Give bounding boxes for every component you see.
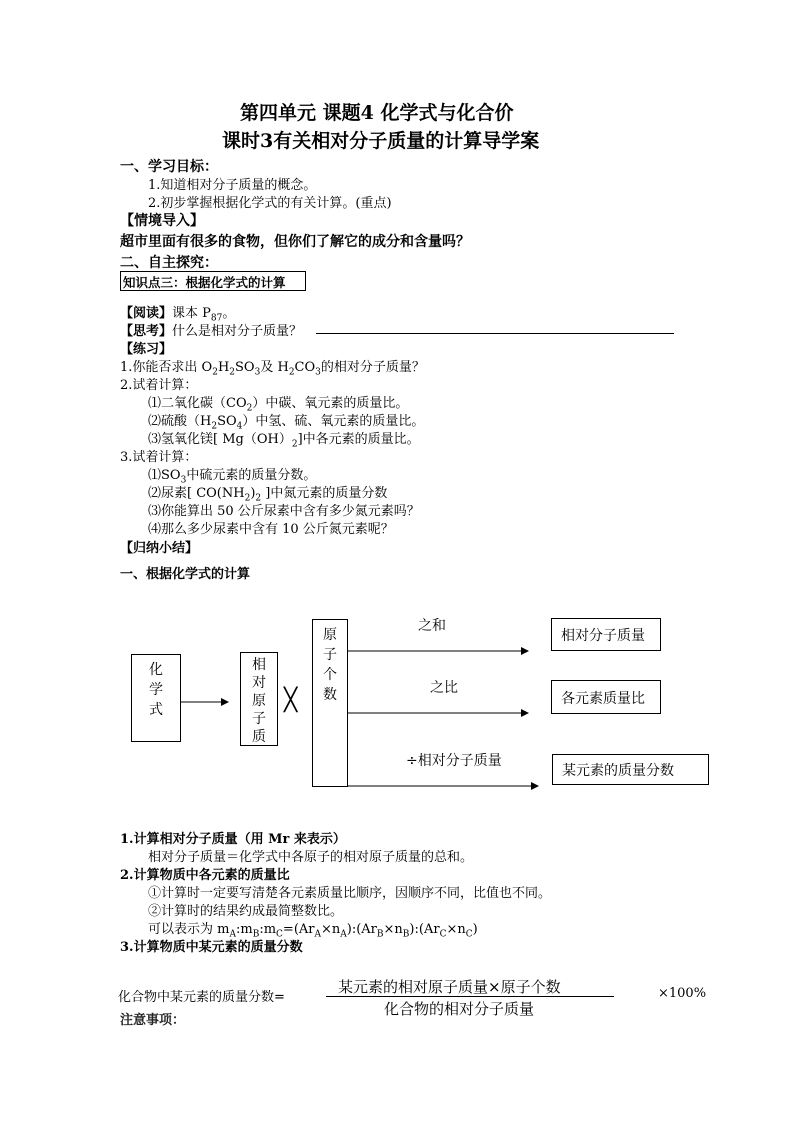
atomic-box-text (241, 656, 277, 746)
atom-count-box (312, 619, 348, 787)
q3b-sub2: 2 (255, 493, 262, 504)
arrow-fraction-label: ÷相对分子质量 (406, 753, 502, 769)
q1-m4: CO (294, 360, 316, 375)
q2a-end: ）中碳、氧元素的质量比。 (252, 396, 409, 411)
point1-text: 相对分子质量＝化学式中各原子的相对原子质量的总和。 (148, 850, 474, 865)
sec1-heading: 一、学习目标： (120, 159, 218, 175)
intro-heading: 【情境导入】 (120, 213, 204, 229)
q1-s4: 2 (288, 367, 295, 378)
point2-c-pre: 可以表示为 m (148, 922, 230, 937)
sec2-heading: 二、自主探究： (120, 255, 218, 271)
practice-q3-head: 3.试着计算： (120, 450, 198, 465)
practice-q2-head: 2.试着计算： (120, 378, 198, 393)
atomic-char-4: 子 (252, 711, 266, 727)
point2-b: ②计算时的结果约成最简整数比。 (148, 904, 344, 919)
q1-s5: 3 (315, 367, 321, 378)
q2c-end: ]中各元素的质量比。 (297, 432, 420, 447)
count-char-4: 数 (323, 687, 337, 703)
q3a-sub: 3 (180, 475, 187, 486)
atomic-char-5: 质 (252, 729, 266, 745)
times-symbol: ╳ (284, 688, 298, 713)
thinking-text: 什么是相对分子质量？ (172, 324, 303, 339)
q2a-pre: ⑴二氧化碳（CO (148, 396, 247, 411)
q3b-end: ]中氮元素的质量分数 (261, 486, 388, 501)
result-element-mass-ratio (551, 680, 661, 714)
q1-pre: 1.你能否求出 O (120, 360, 213, 375)
q2a-sub: 2 (246, 403, 253, 414)
summary-label: 【归纳小结】 (120, 541, 199, 556)
point2-a: ①计算时一定要写清楚各元素质量比顺序，因顺序不同，比值也不同。 (148, 886, 552, 901)
count-box-text (313, 625, 347, 705)
formula-left: 化合物中某元素的质量分数= (118, 990, 285, 1005)
point2-heading: 2.计算物质中各元素的质量比 (120, 868, 290, 883)
reading-label: 【阅读】 (120, 306, 173, 321)
q2b-sub1: 2 (211, 421, 218, 432)
q1-s1: 2 (212, 367, 218, 378)
formula-box-text (132, 660, 180, 720)
practice-label: 【练习】 (120, 342, 173, 357)
point2-c: 可以表示为 $m_A:m_B:m_C=(Ar_A\times n_A):(Ar_B\times n_B):(Ar_C\times n_C)$ (148, 922, 478, 940)
q1-end: 的相对分子质量？ (320, 360, 425, 375)
sec1-item-2: 2.初步掌握根据化学式的有关计算。(重点) (148, 196, 392, 211)
result-relative-molecular-mass (551, 618, 661, 651)
reading-page: 87 (210, 313, 223, 324)
q2b-sub2: 4 (236, 421, 243, 432)
thinking-label: 【思考】 (120, 324, 173, 339)
formula-denominator: 化合物的相对分子质量 (384, 1000, 535, 1018)
count-char-3: 个 (323, 667, 337, 683)
q3a-end: 中硫元素的质量分数。 (186, 468, 317, 483)
summary-heading: 一、根据化学式的计算 (120, 567, 251, 582)
q2c-pre: ⑶氢氧化镁[ Mg（OH） (148, 432, 292, 447)
point3-heading: 3.计算物质中某元素的质量分数 (120, 940, 303, 955)
formula-right: ×100% (658, 986, 707, 1001)
formula-box (131, 654, 181, 742)
point1-heading: 1.计算相对分子质量（用 Mr 来表示） (120, 832, 346, 847)
reading-end: 。 (222, 306, 236, 321)
result1-text: 相对分子质量 (561, 628, 645, 644)
footer-cut-text: 注意事项： (120, 1013, 186, 1028)
count-char-1: 原 (323, 627, 337, 643)
result2-text: 各元素质量比 (561, 691, 645, 707)
atomic-char-3: 原 (252, 693, 266, 709)
atomic-mass-box (240, 652, 278, 746)
reading-text: 课本 P (172, 306, 211, 321)
q1-s3: 3 (254, 367, 261, 378)
q2b-pre: ⑵硫酸（H (148, 414, 212, 429)
arrow-ratio-label: 之比 (430, 680, 458, 696)
q2b-mid: SO (217, 414, 237, 429)
q1-m3: 及 H (260, 360, 289, 375)
q3b-pre: ⑵尿素[ CO(NH (148, 486, 245, 501)
count-char-2: 子 (323, 647, 337, 663)
result-mass-fraction (552, 754, 709, 785)
q2c-sub: 2 (291, 439, 298, 450)
q1-s2: 2 (229, 367, 236, 378)
formula-char-3: 式 (149, 702, 163, 718)
formula-numerator: 某元素的相对原子质量×原子个数 (338, 978, 561, 996)
q1-m1: H (217, 360, 230, 375)
q3a-pre: ⑴SO (148, 468, 181, 483)
practice-q3-c: ⑶你能算出 50 公斤尿素中含有多少氮元素吗？ (148, 504, 420, 519)
result3-text: 某元素的质量分数 (562, 763, 674, 779)
q2b-end: ）中氢、硫、氧元素的质量比。 (242, 414, 425, 429)
knowledge-box-label: 知识点三：根据化学式的计算 (123, 275, 286, 290)
title-line1: 第四单元 课题4 化学式与化合价 (240, 102, 514, 124)
title-line2: 课时3有关相对分子质量的计算导学案 (222, 130, 540, 152)
atomic-char-2: 对 (252, 675, 266, 691)
arrow-sum-label: 之和 (418, 618, 446, 634)
practice-q3-d: ⑷那么多少尿素中含有 10 公斤氮元素呢？ (148, 522, 394, 537)
intro-text: 超市里面有很多的食物，但你们了解它的成分和含量吗？ (120, 234, 470, 250)
sec1-item-1: 1.知道相对分子质量的概念。 (148, 178, 317, 193)
formula-char-1: 化 (149, 662, 163, 678)
fraction-bar (326, 996, 614, 997)
formula-char-2: 学 (149, 682, 163, 698)
q1-m2: SO (235, 360, 255, 375)
q3b-sub1: 2 (244, 493, 251, 504)
q3b-mid: ) (250, 486, 256, 501)
atomic-char-1: 相 (252, 657, 266, 673)
